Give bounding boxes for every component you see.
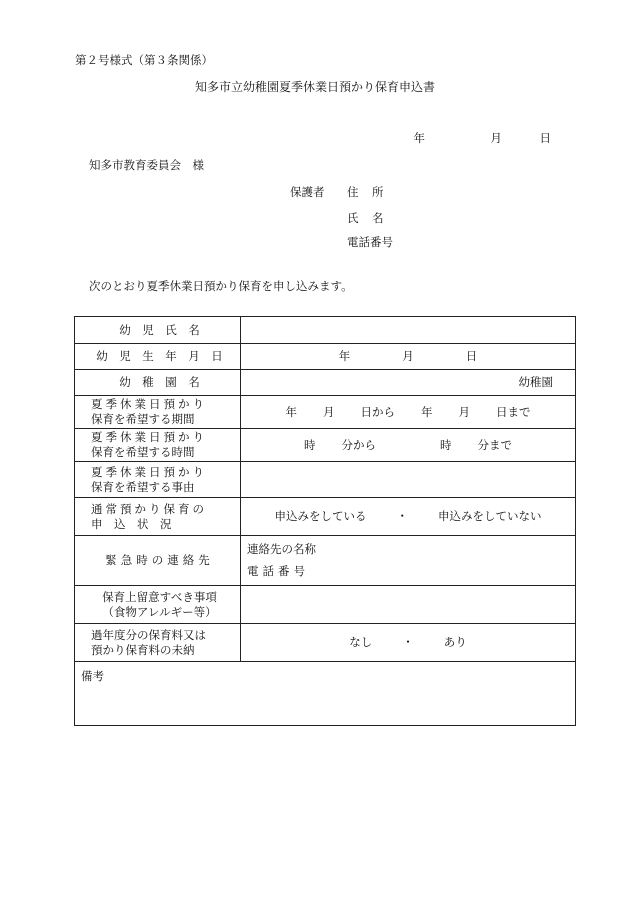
- remarks-field[interactable]: [75, 662, 576, 726]
- guardian-name-label: 氏 名: [347, 211, 385, 225]
- time-end-minute: 分まで: [477, 437, 512, 452]
- emergency-label: 緊急時の連絡先: [75, 536, 241, 586]
- birth-month: 月: [402, 349, 414, 363]
- period-start-day: 日から: [360, 404, 395, 419]
- period-end-month: 月: [458, 404, 470, 419]
- date-year: 年: [413, 131, 426, 145]
- remarks-label: 備考: [81, 669, 104, 683]
- intro-text: 次のとおり夏季休業日預かり保育を申し込みます。: [89, 279, 353, 293]
- reason-field[interactable]: [241, 462, 576, 498]
- birthdate-label: 幼 児 生 年 月 日: [75, 344, 241, 370]
- reason-label: 夏季休業日預かり 保育を希望する事由: [75, 462, 241, 498]
- emergency-field[interactable]: [241, 536, 576, 586]
- row-child-name: [75, 317, 576, 344]
- care-notes-label: 保育上留意すべき事項 （食物アレルギー等）: [75, 586, 241, 624]
- guardian-phone-label: 電話番号: [347, 235, 393, 249]
- regular-option-separator: ・: [396, 509, 408, 523]
- unpaid-option-none[interactable]: なし: [349, 635, 373, 649]
- kindergarten-field[interactable]: [241, 370, 576, 396]
- row-care-notes: [75, 586, 576, 624]
- document-title: 知多市立幼稚園夏季休業日預かり保育申込書: [194, 80, 435, 94]
- regular-option-yes[interactable]: 申込みをしている: [274, 509, 367, 523]
- unpaid-option-separator: ・: [402, 635, 414, 649]
- time-end-hour: 時: [440, 437, 452, 452]
- unpaid-fees-label: 過年度分の保育料又は 預かり保育料の未納: [75, 624, 241, 662]
- row-remarks: [75, 662, 576, 726]
- kindergarten-suffix: 幼稚園: [518, 375, 553, 389]
- unpaid-fees-field[interactable]: [241, 624, 576, 662]
- kindergarten-label: 幼 稚 園 名: [75, 370, 241, 396]
- birth-year: 年: [338, 349, 351, 363]
- guardian-address-label: 住 所: [347, 185, 385, 199]
- emergency-phone-label: 電話番号: [247, 564, 309, 578]
- row-period: [75, 396, 576, 429]
- row-birthdate: [75, 344, 576, 370]
- application-date: [414, 130, 551, 146]
- period-end-day: 日まで: [496, 404, 531, 419]
- row-unpaid-fees: [75, 624, 576, 662]
- child-name-field[interactable]: [241, 317, 576, 344]
- birth-day: 日: [465, 349, 478, 363]
- recipient: 知多市教育委員会 様: [89, 158, 204, 172]
- emergency-name-label: 連絡先の名称: [247, 542, 316, 556]
- child-name-label: 幼 児 氏 名: [75, 317, 241, 344]
- time-start-hour: 時: [304, 437, 316, 452]
- period-end-year: 年: [421, 404, 433, 419]
- date-day: 日: [539, 131, 551, 145]
- period-label: 夏季休業日預かり 保育を希望する期間: [75, 396, 241, 429]
- guardian-label: 保護者: [290, 185, 325, 199]
- period-field[interactable]: [241, 396, 576, 429]
- time-field[interactable]: [241, 429, 576, 462]
- care-notes-field[interactable]: [241, 586, 576, 624]
- unpaid-option-some[interactable]: あり: [443, 635, 467, 649]
- row-time: [75, 429, 576, 462]
- row-emergency: [75, 536, 576, 586]
- form-number: 第２号様式（第３条関係）: [75, 53, 213, 67]
- regular-option-no[interactable]: 申込みをしていない: [438, 509, 542, 523]
- row-reason: [75, 462, 576, 498]
- time-start-minute: 分から: [341, 437, 376, 452]
- row-kindergarten: [75, 370, 576, 396]
- birthdate-field[interactable]: [241, 344, 576, 370]
- time-label: 夏季休業日預かり 保育を希望する時間: [75, 429, 241, 462]
- row-regular-status: [75, 498, 576, 536]
- regular-status-label: 通常預かり保育の 申 込 状 況: [75, 498, 241, 536]
- period-start-year: 年: [285, 404, 297, 419]
- application-table: [74, 316, 576, 726]
- regular-status-field[interactable]: [241, 498, 576, 536]
- date-month: 月: [490, 131, 502, 145]
- period-start-month: 月: [323, 404, 335, 419]
